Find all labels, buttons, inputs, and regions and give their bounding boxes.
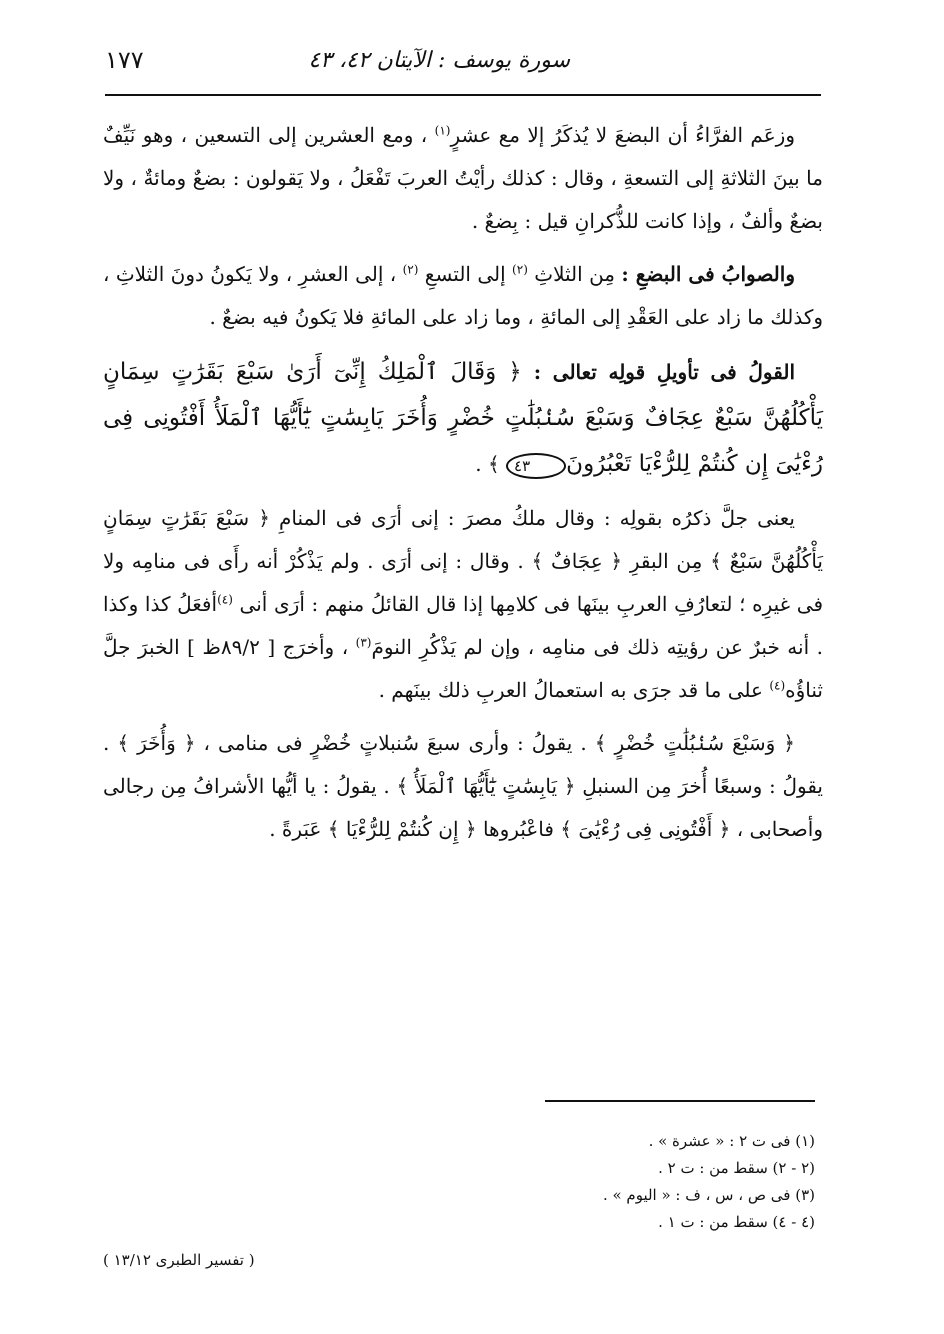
text-run: وزعَم الفرَّاءُ أن البضعَ لا يُذكَرُ إلا مع عشرٍ — [450, 123, 795, 147]
footnote-4: (٤ - ٤) سقط من : ت ١ . — [658, 1213, 815, 1231]
footnote-ref: (٤) — [217, 592, 233, 607]
paragraph — [103, 253, 823, 339]
quran-verse: ﴿ وَقَالَ ٱلْمَلِكُ إِنِّىٓ أَرَىٰ سَبْعَ بَقَرَٰتٍ سِمَانٍ يَأْكُلُهُنَّ سَبْعٌ عِجَافٌ وَسَبْعَ سُنۢبُلَٰتٍ خُضْرٍ وَأُخَرَ يَابِسَٰتٍ يَٰٓأَيُّهَا ٱلْمَلَأُ أَفْتُونِى فِى رُءْيَٰىَ إِن كُنتُمْ لِلرُّءْيَا تَعْبُرُونَ — [103, 359, 823, 477]
footnote-ref: (٢) — [402, 262, 419, 277]
text-run: ﴿ وَسَبْعَ سُنۢبُلَٰتٍ خُضْرٍ ﴾ . يقولُ : وأرى سبعَ سُنبلاتٍ خُضْرٍ فى منامى ، ﴿ وَأُخَرَ ﴾ . يقولُ : وسبعًا أُخرَ مِن السنبلِ ﴿ يَابِسَٰتٍ يَٰٓأَيُّهَا ٱلْمَلَأُ ﴾ . يقولُ : يا أيُّها الأشرافُ مِن رجالى وأصحابى ، ﴿ أَفْتُونِى فِى رُءْيَٰىَ ﴾ فاعْبُروها ﴿ إِن كُنتُمْ لِلرُّءْيَا ﴾ عَبَرةً . — [103, 731, 823, 841]
verse-number-marker: ٤٣ — [506, 453, 566, 479]
footnote-ref: (٤) — [769, 678, 786, 693]
text-run: يعنى جلَّ ذكرُه بقولِه : وقال ملكُ مصرَ : إنى أرَى فى المنامِ ﴿ سَبْعَ بَقَرَٰتٍ سِمَانٍ يَأْكُلُهُنَّ سَبْعٌ ﴾ مِن البقرِ ﴿ عِجَافٌ ﴾ . وقال : إنى أرَى . ولم يَذْكُرْ أنه رأَى فى منامِه ولا فى غيرِه ؛ لتعارُفِ العربِ بينَها فى كلامِها إذا قال القائلُ منهم : أرَى أنى — [103, 506, 824, 616]
text-run: ، إلى العشرِ ، ولا يَكونُ دونَ الثلاثِ ، وكذلك ما زاد على العَقْدِ إلى المائةِ ، وما زاد على المائةِ فلا يَكونُ فيه بضعٌ . — [103, 262, 823, 329]
text-run: ، ومع العشرين إلى التسعين ، وهو نَيِّفٌ ما بينَ الثلاثةِ إلى التسعةِ ، وقال : كذلك رأيْتُ العربَ تَفْعَلُ ، ولا يَقولون : بضعٌ ومائةٌ ، ولا بضعٌ وألفٌ ، وإذا كانت للذُّكرانِ قيل : بِضعٌ . — [103, 123, 823, 233]
text-run: أفعَلُ كذا وكذا . أنه خبرٌ عن رؤيتِه ذلك فى منامِه ، وإن لم يَذْكُرِ النومَ — [103, 592, 823, 659]
footnote-3: (٣) فى ص ، س ، ف : « اليوم » . — [602, 1186, 815, 1204]
footnote-ref: (٢) — [512, 262, 528, 277]
paragraph — [103, 722, 823, 851]
page-header — [105, 40, 820, 90]
text-run: مِن الثلاثِ — [527, 262, 622, 286]
text-run: إلى التسعِ — [418, 262, 513, 286]
footnote-ref: (٣) — [355, 635, 372, 650]
book-signature: ( تفسير الطبرى ١٣/١٢ ) — [103, 1251, 255, 1269]
text-run: على ما قد جرَى به استعمالُ العربِ ذلك بينَهم . — [378, 678, 770, 702]
footnotes — [103, 1128, 815, 1236]
paragraph — [103, 114, 823, 243]
header-rule — [105, 94, 821, 96]
footnote-rule — [545, 1100, 815, 1102]
footnote-1: (١) فى ت ٢ : « عشرة » . — [648, 1132, 815, 1150]
section-heading: والصوابُ فى البضعِ : — [621, 262, 795, 286]
section-heading: القولُ فى تأويلِ قولِه تعالى : — [533, 360, 796, 384]
running-title: سورة يوسف : الآيتان ٤٢، ٤٣ — [308, 48, 570, 73]
page-number: ١٧٧ — [105, 46, 144, 74]
paragraph — [103, 497, 823, 712]
text-run: ، وأخرَج [ ٨٩/٢ظ ] الخبرَ جلَّ ثناؤُه — [103, 635, 823, 702]
footnote-2: (٢ - ٢) سقط من : ت ٢ . — [658, 1159, 815, 1177]
footnote-ref: (١) — [434, 123, 451, 138]
text-run: ﴾ . — [475, 452, 507, 476]
main-text — [103, 114, 823, 861]
paragraph — [103, 349, 823, 487]
